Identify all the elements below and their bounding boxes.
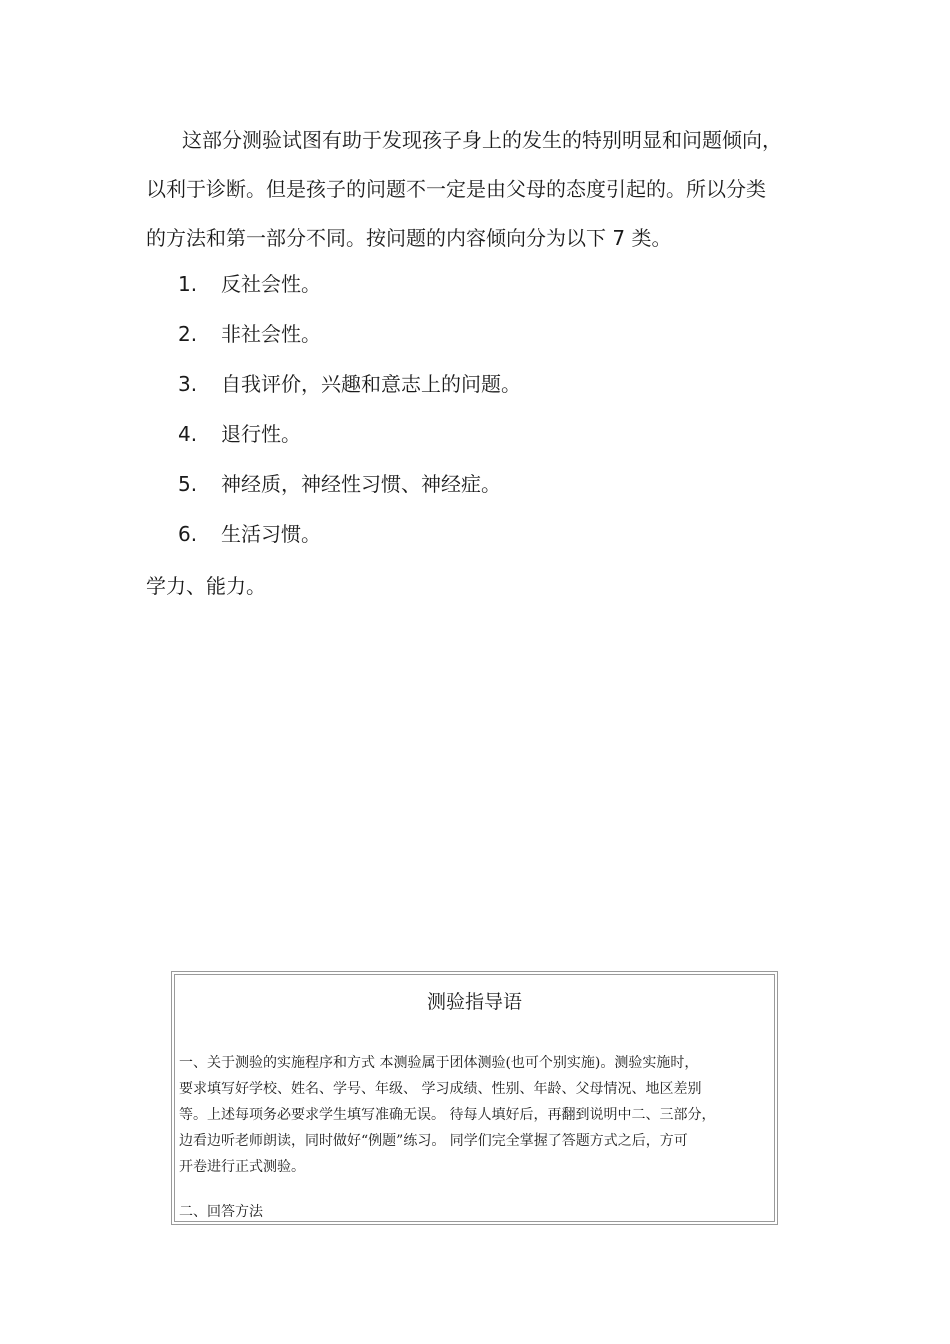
list-item-label: 退行性。 (221, 422, 301, 446)
list-item-label: 生活习惯。 (221, 522, 321, 546)
list-item (178, 466, 521, 516)
guide-line: 一、关于测验的实施程序和方式 本测验属于团体测验(也可个别实施)。测验实施时， (179, 1055, 699, 1071)
intro-paragraph (146, 116, 836, 263)
guide-section-1 (179, 1050, 770, 1180)
list-item-label: 反社会性。 (221, 272, 321, 296)
guide-box-inner (174, 974, 775, 1222)
guide-line: 边看边听老师朗读，同时做好“例题”练习。 同学们完全掌握了答题方式之后，方可 (179, 1133, 688, 1149)
category-list (178, 266, 521, 566)
list-item (178, 316, 521, 366)
list-item-number: 5. (178, 472, 198, 496)
guide-box (171, 971, 778, 1225)
list-item (178, 366, 521, 416)
list-item-number: 2. (178, 322, 198, 346)
list-item-number: 1. (178, 272, 198, 296)
list-item-number: 4. (178, 422, 198, 446)
list-item (178, 416, 521, 466)
intro-line-3: 的方法和第一部分不同。按问题的内容倾向分为以下 7 类。 (146, 226, 672, 250)
guide-title: 测验指导语 (426, 991, 522, 1013)
list-item (178, 266, 521, 316)
guide-line: 开卷进行正式测验。 (179, 1159, 305, 1175)
guide-line: 等。上述每项务必要求学生填写准确无误。 待每人填好后，再翻到说明中二、三部分， (179, 1107, 716, 1123)
list-item-label: 神经质，神经性习惯、神经症。 (221, 472, 501, 496)
guide-section-2-heading: 二、回答方法 (179, 1204, 263, 1220)
list-item (178, 516, 521, 566)
tail-line: 学力、能力。 (146, 574, 266, 598)
guide-line: 要求填写好学校、姓名、学号、年级、 学习成绩、性别、年龄、父母情况、地区差别 (179, 1081, 702, 1097)
list-item-label: 非社会性。 (221, 322, 321, 346)
list-item-label: 自我评价，兴趣和意志上的问题。 (221, 372, 521, 396)
list-item-number: 6. (178, 522, 198, 546)
list-item-number: 3. (178, 372, 198, 396)
intro-line-2: 以利于诊断。但是孩子的问题不一定是由父母的态度引起的。所以分类 (146, 177, 766, 201)
intro-line-1: 这部分测验试图有助于发现孩子身上的发生的特别明显和问题倾向， (182, 128, 782, 152)
